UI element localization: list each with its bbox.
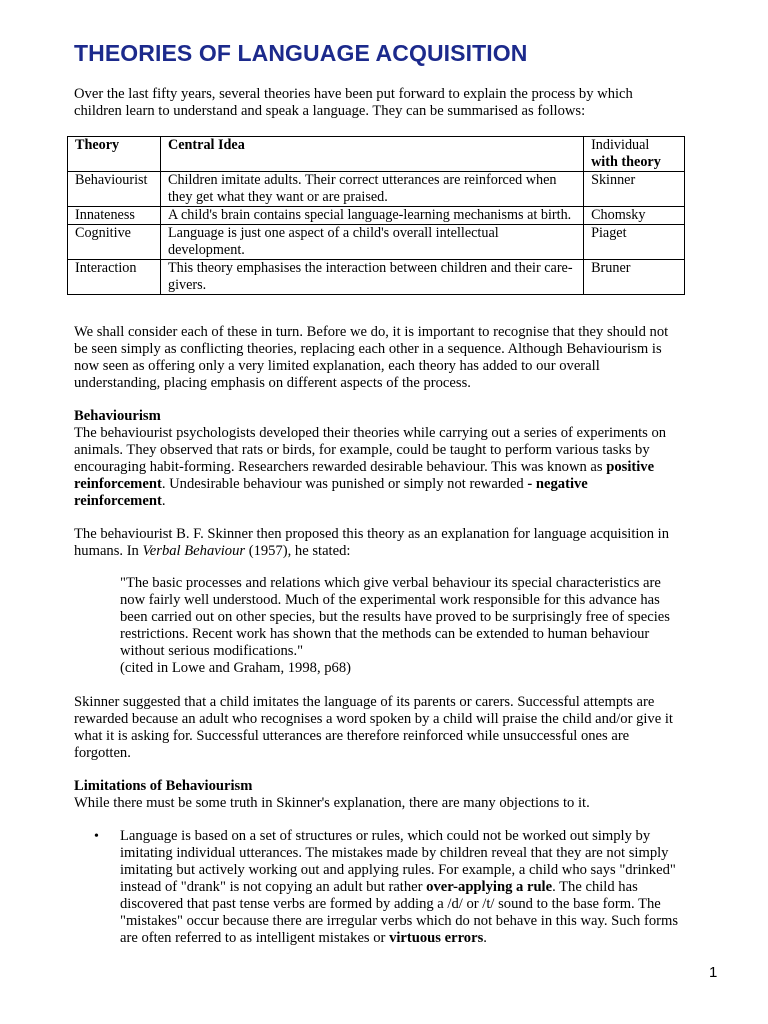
over-applying-term: over-applying a rule <box>426 879 553 895</box>
skinner-quote <box>120 575 712 677</box>
bullet-line: imitating but actively working out and applying rules. For example, a child who says "drinked" <box>120 862 676 878</box>
cell-theory: Interaction <box>68 260 161 295</box>
cell-individual: Bruner <box>584 260 685 295</box>
bullet-line: discovered that past tense verbs are formed by adding a /d/ or /t/ sound to the base form. The <box>120 896 661 912</box>
intro-line: Over the last fifty years, several theories have been put forward to explain the process by which <box>74 86 633 102</box>
consider-line: be seen simply as conflicting theories, replacing each other in a sequence. Although Behaviourism is <box>74 341 662 357</box>
skinner-paragraph <box>74 526 714 560</box>
negative-term: - negative <box>527 476 588 492</box>
quote-line: now fairly well understood. Much of the experimental work responsible for this advance has <box>120 592 660 608</box>
consider-line: We shall consider each of these in turn. Before we do, it is important to recognise that they should not <box>74 324 669 340</box>
table-row <box>68 225 685 260</box>
cell-idea: Language is just one aspect of a child's overall intellectual development. <box>160 225 583 260</box>
imitation-line: forgotten. <box>74 745 131 761</box>
bullet-line: . <box>483 930 487 946</box>
behaviourism-section <box>74 408 714 510</box>
bullet-line: . The child has <box>552 879 638 895</box>
table-row <box>68 260 685 295</box>
book-title: Verbal Behaviour <box>142 543 246 559</box>
imitation-line: Skinner suggested that a child imitates the language of its parents or carers. Successful attempts are <box>74 694 655 710</box>
header-theory: Theory <box>68 137 161 172</box>
header-individual <box>584 137 685 172</box>
cell-individual: Chomsky <box>584 207 685 225</box>
behaviourism-heading: Behaviourism <box>74 408 161 424</box>
quote-line: been carried out on other species, but the results have proved to be surprisingly free of species <box>120 609 670 625</box>
consider-line: now seen as offering only a very limited explanation, each theory has added to our overall <box>74 358 600 374</box>
behaviourism-line: animals. They observed that rats or birds, for example, could be taught to perform various tasks by <box>74 442 650 458</box>
consider-line: understanding, placing emphasis on different aspects of the process. <box>74 375 471 391</box>
table-row <box>68 172 685 207</box>
imitation-line: rewarded because an adult who recognises a word spoken by a child will praise the child and/or give it <box>74 711 673 727</box>
cell-idea: A child's brain contains special language-learning mechanisms at birth. <box>160 207 583 225</box>
skinner-line: humans. In <box>74 543 143 559</box>
skinner-line: (1957), he stated: <box>245 543 351 559</box>
quote-line: restrictions. Recent work has shown that the methods can be extended to human behaviour <box>120 626 650 642</box>
table-row <box>68 207 685 225</box>
imitation-paragraph <box>74 694 714 762</box>
bullet-line: are often referred to as intelligent mistakes or <box>120 930 390 946</box>
bullet-line: Language is based on a set of structures or rules, which could not be worked out simply by <box>120 828 651 844</box>
limitations-heading: Limitations of Behaviourism <box>74 778 253 794</box>
theories-table <box>67 136 685 295</box>
quote-line: "The basic processes and relations which give verbal behaviour its special characteristics are <box>120 575 661 591</box>
bullet-line: "mistakes" occur because there are irregular verbs which do not behave in this way. Such forms <box>120 913 679 929</box>
imitation-line: what it is asking for. Successful utterances are therefore reinforced while unsuccessful ones are <box>74 728 630 744</box>
page-number: 1 <box>709 964 718 981</box>
limitations-line: While there must be some truth in Skinner's explanation, there are many objections to it. <box>74 795 590 811</box>
header-individual-bold: with theory <box>591 154 661 170</box>
bullet-line: imitating individual utterances. The mistakes made by children reveal that they are not simply <box>120 845 669 861</box>
cell-theory: Innateness <box>68 207 161 225</box>
skinner-line: The behaviourist B. F. Skinner then proposed this theory as an explanation for language acquisition in <box>74 526 670 542</box>
cell-individual: Piaget <box>584 225 685 260</box>
header-central-idea: Central Idea <box>160 137 583 172</box>
behaviourism-line: . <box>161 493 166 509</box>
positive-term: positive <box>606 459 655 475</box>
cell-theory: Behaviourist <box>68 172 161 207</box>
bullet-item <box>120 828 720 947</box>
reinforcement-term: reinforcement <box>74 493 162 509</box>
behaviourism-line: The behaviourist psychologists developed their theories while carrying out a series of experiments on <box>74 425 667 441</box>
cell-theory: Cognitive <box>68 225 161 260</box>
virtuous-errors-term: virtuous errors <box>389 930 484 946</box>
quote-line: without serious modifications." <box>120 643 304 659</box>
behaviourism-line: . Undesirable behaviour was punished or simply not rewarded <box>161 476 528 492</box>
intro-line: children learn to understand and speak a language. They can be summarised as follows: <box>74 103 586 119</box>
bullet-line: instead of "drank" is not copying an adult but rather <box>120 879 427 895</box>
cell-idea: Children imitate adults. Their correct utterances are reinforced when they get what they want or are praised. <box>160 172 583 207</box>
reinforcement-term: reinforcement <box>74 476 162 492</box>
bullet-icon: • <box>94 829 99 844</box>
header-individual-prefix: Individual <box>591 137 650 153</box>
behaviourism-line: encouraging habit-forming. Researchers rewarded desirable behaviour. This was known as <box>74 459 607 475</box>
quote-citation: (cited in Lowe and Graham, 1998, p68) <box>120 660 351 676</box>
intro-paragraph <box>74 86 714 120</box>
cell-individual: Skinner <box>584 172 685 207</box>
table-header-row <box>68 137 685 172</box>
limitations-section <box>74 778 714 812</box>
page-title: THEORIES OF LANGUAGE ACQUISITION <box>74 40 528 66</box>
cell-idea: This theory emphasises the interaction between children and their care-givers. <box>160 260 583 295</box>
consider-paragraph <box>74 324 714 392</box>
